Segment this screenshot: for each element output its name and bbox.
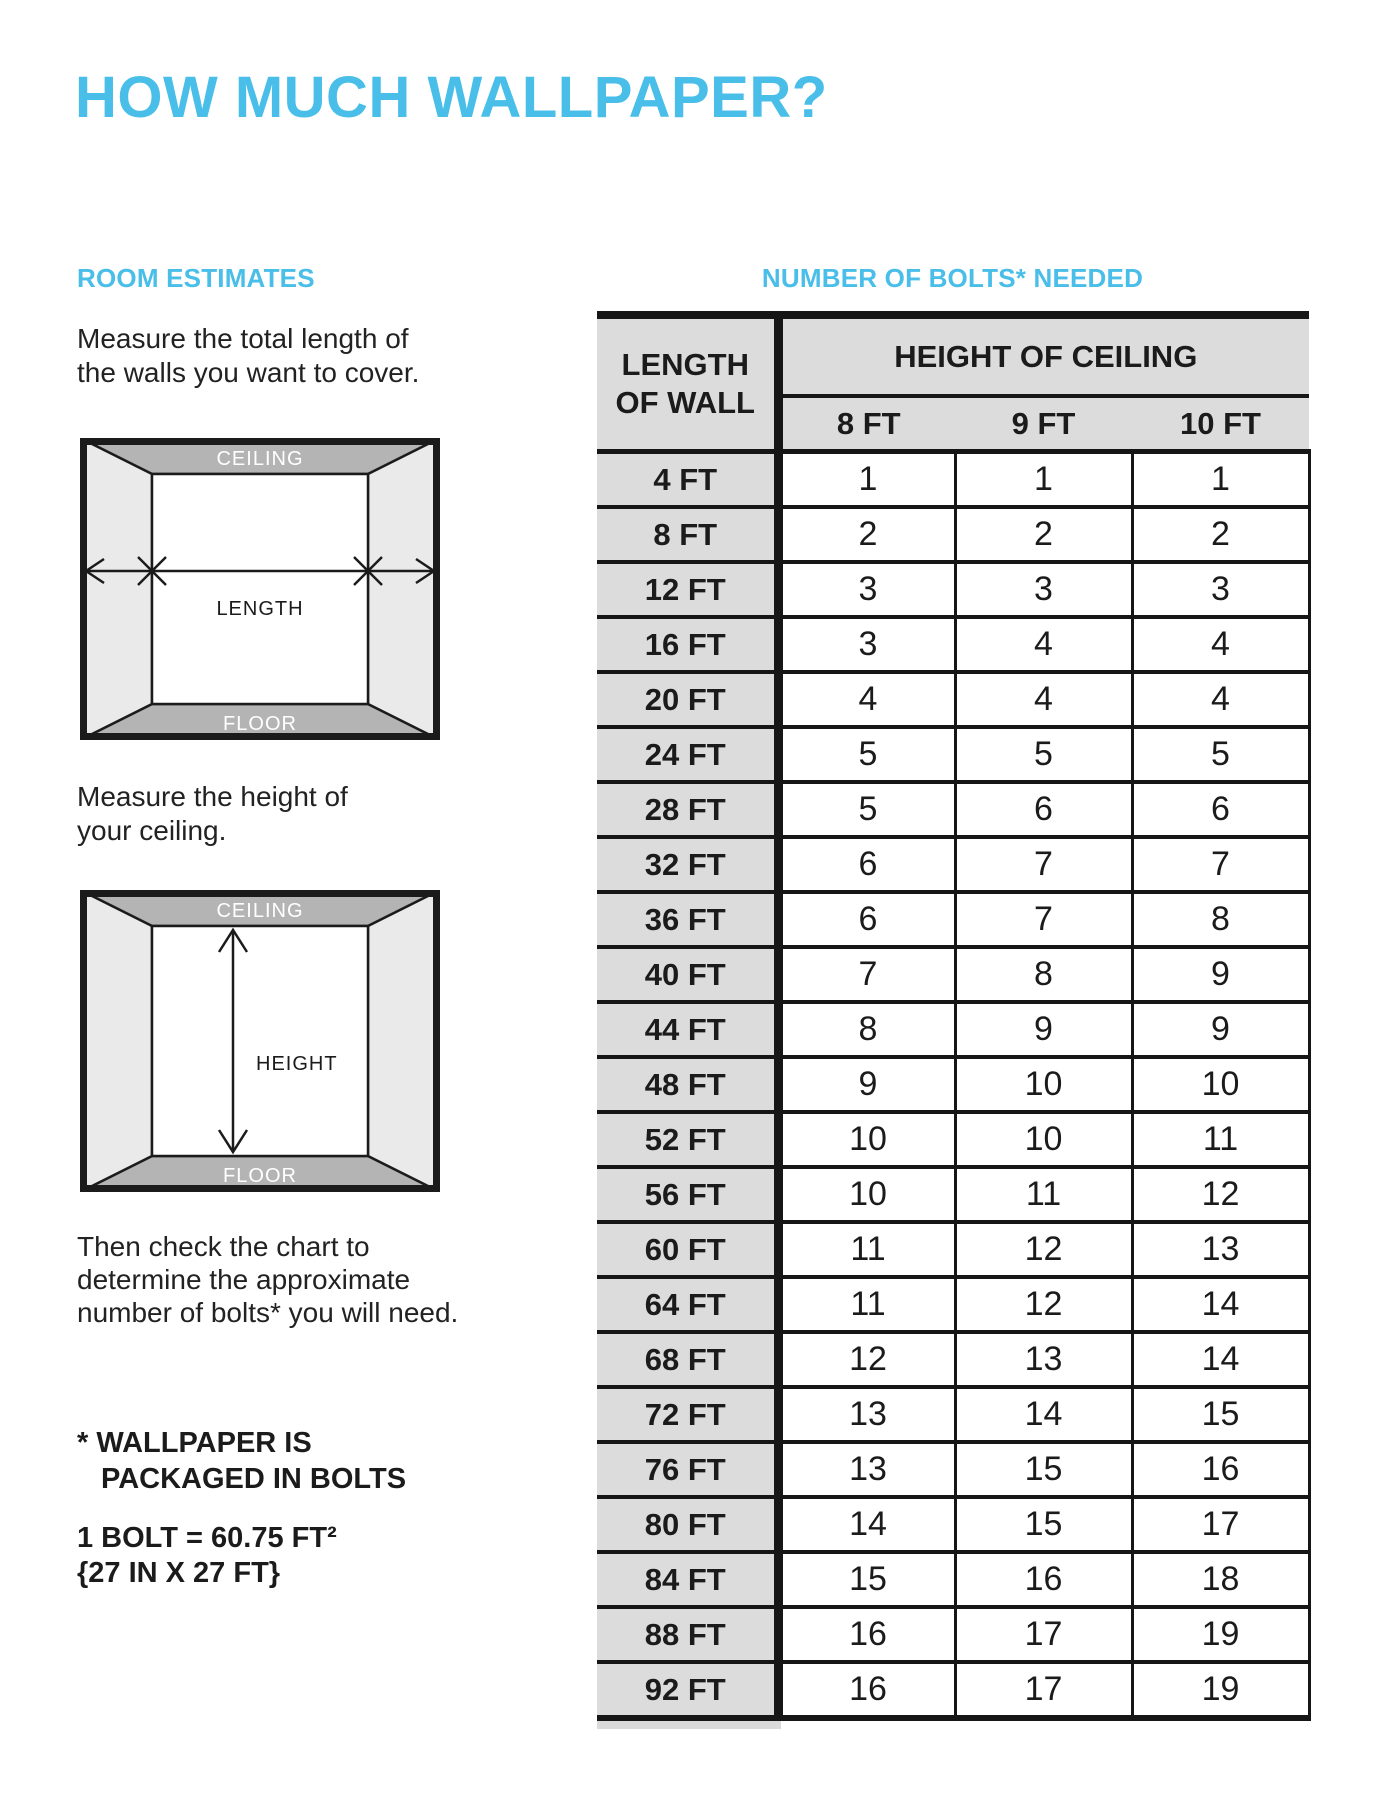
bolt-count-cell: 4 [1132,672,1309,727]
instruction-height-line1: Measure the height of [77,781,348,812]
table-row [597,452,1309,508]
bolt-count-cell: 15 [955,1497,1132,1552]
row-label: 12 FT [597,562,778,617]
table-row [597,1057,1309,1112]
row-label: 56 FT [597,1167,778,1222]
left-wall [80,438,152,740]
bolts-footnote [77,1425,406,1497]
table-row [597,947,1309,1002]
instruction-height-line2: your ceiling. [77,815,227,846]
row-label: 72 FT [597,1387,778,1442]
table-row [597,837,1309,892]
table-row [597,782,1309,837]
instruction-height [77,780,348,848]
row-label: 80 FT [597,1497,778,1552]
row-label: 40 FT [597,947,778,1002]
col-header-8ft: 8 FT [778,396,955,452]
row-label: 64 FT [597,1277,778,1332]
bolt-count-cell: 11 [778,1277,955,1332]
bolt-count-cell: 7 [778,947,955,1002]
bolt-count-cell: 12 [778,1332,955,1387]
bolt-count-cell: 16 [955,1552,1132,1607]
bolt-count-cell: 3 [778,617,955,672]
bolt-count-cell: 1 [1132,452,1309,508]
bolt-count-cell: 15 [778,1552,955,1607]
bolt-count-cell: 6 [1132,782,1309,837]
row-label: 76 FT [597,1442,778,1497]
row-label: 28 FT [597,782,778,837]
bolt-count-cell: 17 [1132,1497,1309,1552]
table-row [597,892,1309,947]
right-wall [368,890,440,1192]
bolt-count-cell: 5 [1132,727,1309,782]
row-label: 20 FT [597,672,778,727]
table-row [597,1112,1309,1167]
height-label: HEIGHT [256,1053,338,1075]
row-label: 84 FT [597,1552,778,1607]
table-row [597,562,1309,617]
table-row [597,727,1309,782]
table-row [597,672,1309,727]
table-row [597,1497,1309,1552]
bolt-count-cell: 8 [955,947,1132,1002]
row-label: 60 FT [597,1222,778,1277]
bolt-count-cell: 9 [1132,947,1309,1002]
bolt-count-cell: 6 [778,837,955,892]
back-wall [152,474,368,704]
instruction-length-line2: the walls you want to cover. [77,357,420,388]
bolt-count-cell: 6 [955,782,1132,837]
instruction-chart-line2: determine the approximate [77,1264,411,1295]
bolt-count-cell: 3 [955,562,1132,617]
bolt-count-cell: 4 [778,672,955,727]
bolt-count-cell: 13 [778,1442,955,1497]
col-header-9ft: 9 FT [955,396,1132,452]
bolt-count-cell: 2 [1132,507,1309,562]
bolt-count-cell: 1 [955,452,1132,508]
bolt-count-cell: 12 [1132,1167,1309,1222]
bolt-count-cell: 2 [778,507,955,562]
bolt-count-cell: 11 [955,1167,1132,1222]
bolt-count-cell: 9 [1132,1002,1309,1057]
bolt-count-cell: 4 [955,672,1132,727]
bolt-count-cell: 10 [778,1112,955,1167]
bolt-count-cell: 13 [778,1387,955,1442]
bolt-size-info [77,1521,337,1591]
bolt-count-cell: 4 [1132,617,1309,672]
table-row [597,507,1309,562]
table-row [597,1662,1309,1718]
floor-label: FLOOR [223,713,297,735]
bolt-count-cell: 1 [778,452,955,508]
bolt-count-cell: 9 [778,1057,955,1112]
row-label: 8 FT [597,507,778,562]
bolt-count-cell: 15 [1132,1387,1309,1442]
row-label: 36 FT [597,892,778,947]
col-header-10ft: 10 FT [1132,396,1309,452]
bolt-count-cell: 6 [778,892,955,947]
instruction-length-line1: Measure the total length of [77,323,409,354]
table-row [597,1332,1309,1387]
bolt-count-cell: 14 [955,1387,1132,1442]
bolt-count-cell: 3 [1132,562,1309,617]
bolt-count-cell: 9 [955,1002,1132,1057]
bolts-footnote-line1: * WALLPAPER IS [77,1427,312,1459]
table-row [597,1387,1309,1442]
row-label: 32 FT [597,837,778,892]
bolt-count-cell: 19 [1132,1607,1309,1662]
bolt-size-line2: {27 IN X 27 FT} [77,1557,281,1589]
bolt-count-cell: 8 [1132,892,1309,947]
bolt-count-cell: 7 [1132,837,1309,892]
bolt-count-cell: 7 [955,837,1132,892]
bolt-size-line1: 1 BOLT = 60.75 FT² [77,1522,337,1554]
table-row [597,617,1309,672]
ceiling-label: CEILING [216,448,304,470]
page-title: HOW MUCH WALLPAPER? [75,65,828,130]
room-height-diagram [80,890,440,1192]
left-wall [80,890,152,1192]
height-of-ceiling-header: HEIGHT OF CEILING [778,315,1309,396]
bolt-count-cell: 18 [1132,1552,1309,1607]
room-estimates-heading: ROOM ESTIMATES [77,263,315,293]
bolt-count-cell: 5 [955,727,1132,782]
bolt-count-cell: 17 [955,1662,1132,1718]
bolt-count-cell: 15 [955,1442,1132,1497]
bolt-count-cell: 16 [1132,1442,1309,1497]
bolt-count-cell: 5 [778,782,955,837]
bolt-count-cell: 13 [1132,1222,1309,1277]
bolt-count-cell: 17 [955,1607,1132,1662]
table-row [597,1167,1309,1222]
bolts-footnote-line2: PACKAGED IN BOLTS [101,1463,407,1495]
instruction-chart-line3: number of bolts* you will need. [77,1297,459,1328]
row-label: 88 FT [597,1607,778,1662]
ceiling-label: CEILING [216,900,304,922]
row-label: 48 FT [597,1057,778,1112]
bolt-count-cell: 10 [955,1112,1132,1167]
bolt-count-cell: 11 [1132,1112,1309,1167]
room-length-diagram [80,438,440,740]
instruction-length [77,322,419,390]
table-row [597,1222,1309,1277]
length-of-wall-header: LENGTH OF WALL [597,315,778,452]
bolt-count-cell: 11 [778,1222,955,1277]
bolt-count-cell: 12 [955,1277,1132,1332]
floor-label: FLOOR [223,1165,297,1187]
back-wall [152,926,368,1156]
table-row [597,1277,1309,1332]
bolts-table-heading: NUMBER OF BOLTS* NEEDED [761,263,1144,293]
row-label: 68 FT [597,1332,778,1387]
bolts-table [597,311,1311,1721]
row-label: 92 FT [597,1662,778,1718]
right-wall [368,438,440,740]
bolt-count-cell: 2 [955,507,1132,562]
bolt-count-cell: 14 [778,1497,955,1552]
table-header-row-1 [597,315,1309,396]
table-row [597,1442,1309,1497]
bolt-count-cell: 16 [778,1662,955,1718]
table-row [597,1607,1309,1662]
row-label: 24 FT [597,727,778,782]
instruction-chart [77,1230,458,1329]
bolt-count-cell: 10 [1132,1057,1309,1112]
row-label: 52 FT [597,1112,778,1167]
bolt-count-cell: 7 [955,892,1132,947]
row-label: 4 FT [597,452,778,508]
bolt-count-cell: 12 [955,1222,1132,1277]
bolt-count-cell: 10 [778,1167,955,1222]
instruction-chart-line1: Then check the chart to [77,1231,370,1262]
bolts-table-body [597,452,1309,1719]
length-label: LENGTH [216,598,304,620]
bolt-count-cell: 8 [778,1002,955,1057]
label-column-tail [597,1721,781,1729]
row-label: 16 FT [597,617,778,672]
bolt-count-cell: 14 [1132,1332,1309,1387]
bolt-count-cell: 10 [955,1057,1132,1112]
bolt-count-cell: 16 [778,1607,955,1662]
bolt-count-cell: 13 [955,1332,1132,1387]
bolt-count-cell: 14 [1132,1277,1309,1332]
bolt-count-cell: 4 [955,617,1132,672]
table-row [597,1552,1309,1607]
bolt-count-cell: 19 [1132,1662,1309,1718]
table-row [597,1002,1309,1057]
bolt-count-cell: 5 [778,727,955,782]
bolt-count-cell: 3 [778,562,955,617]
row-label: 44 FT [597,1002,778,1057]
